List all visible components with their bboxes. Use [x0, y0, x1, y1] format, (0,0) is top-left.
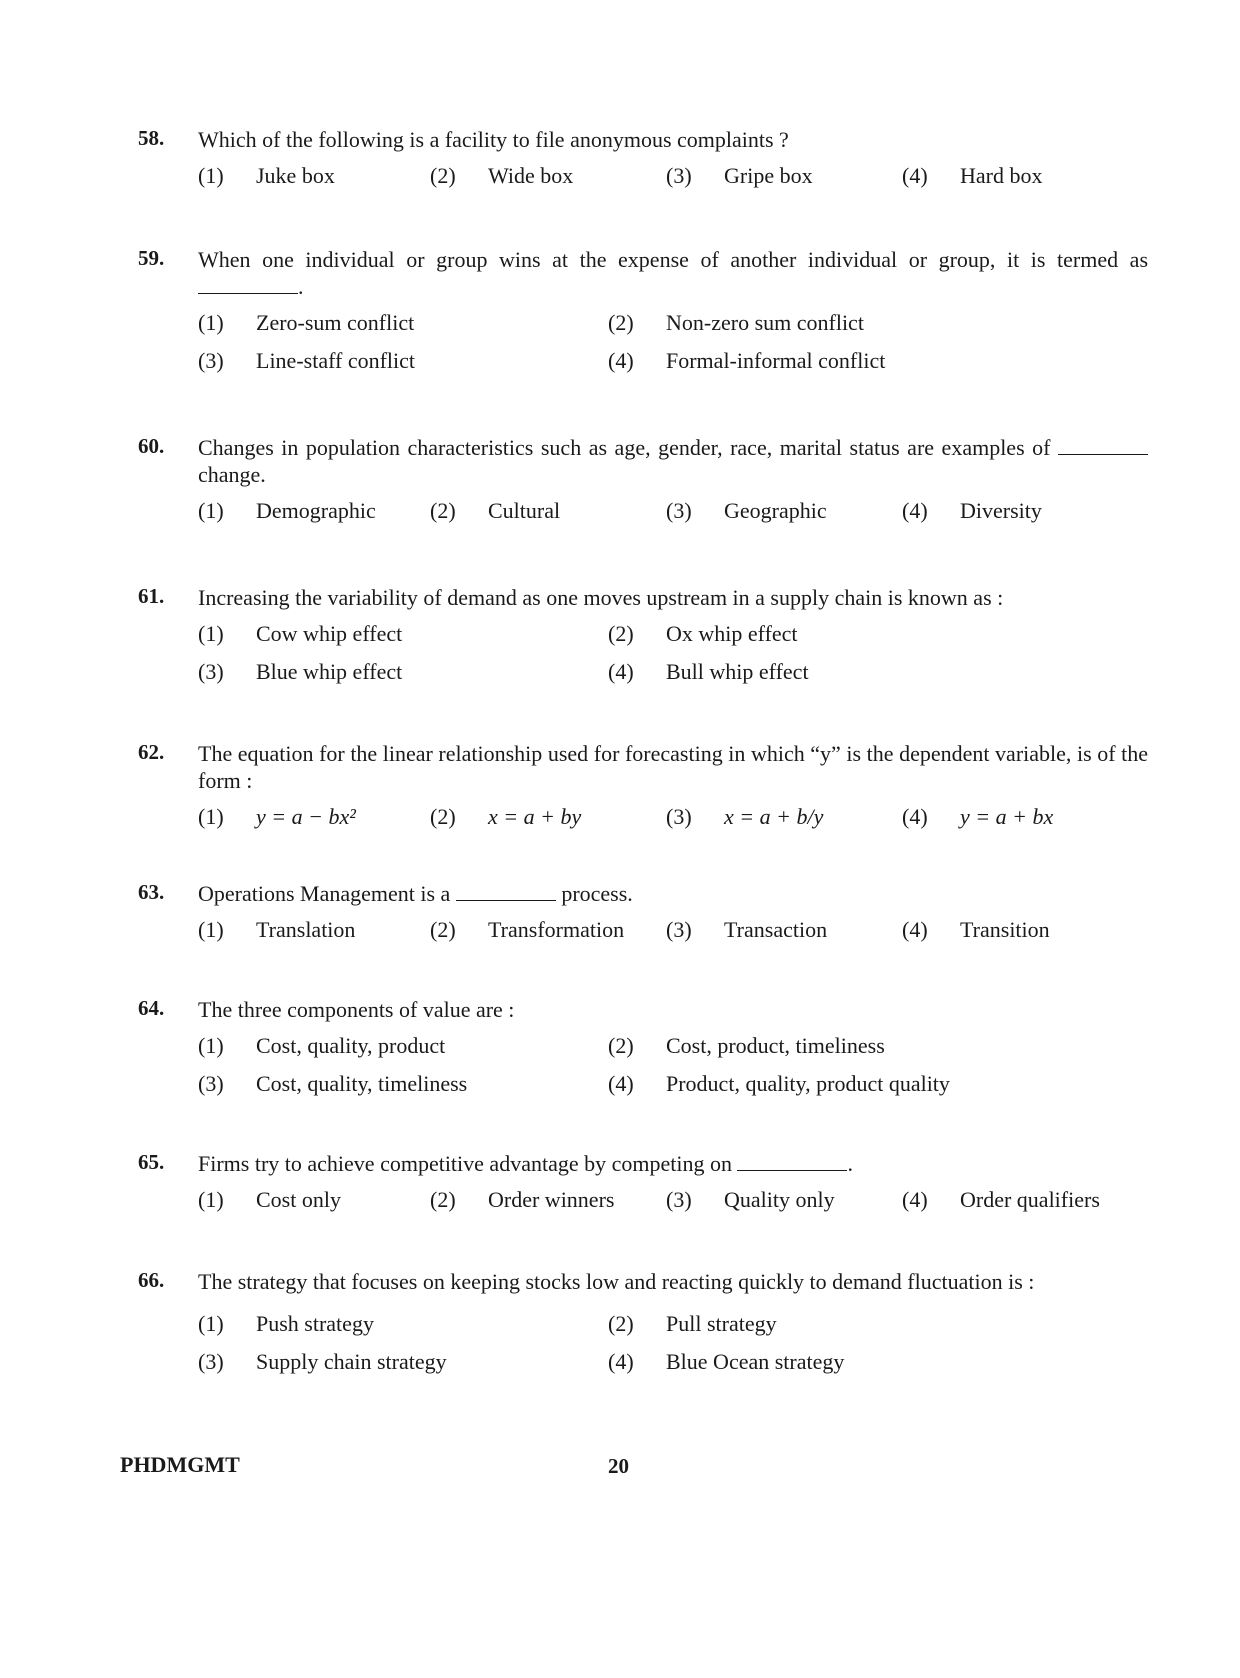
- option-2: (2) Ox whip effect: [608, 621, 798, 646]
- option-4: (4) Hard box: [902, 163, 1043, 188]
- option-3: (3) Geographic: [666, 498, 827, 523]
- question-number: 63.: [138, 880, 165, 904]
- option-1: (1) Demographic: [198, 498, 376, 523]
- question-59: [138, 246, 1148, 386]
- option-2: (2) Cost, product, timeliness: [608, 1033, 885, 1058]
- option-1: (1) Push strategy: [198, 1311, 374, 1336]
- option-1: (1) Translation: [198, 917, 356, 942]
- option-3: (3) Blue whip effect: [198, 659, 403, 684]
- question-60: [138, 434, 1148, 532]
- option-4: (4) Formal-informal conflict: [608, 348, 886, 373]
- question-text: When one individual or group wins at the expense of another individual or group, it is termed as .: [198, 247, 1148, 299]
- options: [198, 310, 1148, 386]
- question-text: Operations Management is a process.: [198, 881, 633, 906]
- option-3: (3) Supply chain strategy: [198, 1349, 447, 1374]
- question-text: Increasing the variability of demand as one moves upstream in a supply chain is known as :: [198, 585, 1004, 610]
- option-3: (3) x = a + b/y: [666, 804, 824, 829]
- option-1: (1) y = a − bx²: [198, 804, 356, 829]
- question-number: 58.: [138, 126, 165, 150]
- option-3: (3) Cost, quality, timeliness: [198, 1071, 468, 1096]
- question-number: 66.: [138, 1268, 165, 1292]
- option-2: (2) Transformation: [430, 917, 625, 942]
- answer-blank: [737, 1152, 847, 1171]
- option-3: (3) Gripe box: [666, 163, 813, 188]
- option-4: (4) Product, quality, product quality: [608, 1071, 950, 1096]
- question-number: 59.: [138, 246, 165, 270]
- answer-blank: [198, 275, 298, 294]
- question-text: The strategy that focuses on keeping stocks low and reacting quickly to demand fluctuation is :: [198, 1269, 1035, 1294]
- option-4: (4) Order qualifiers: [902, 1187, 1100, 1212]
- option-3: (3) Transaction: [666, 917, 828, 942]
- question-61: [138, 584, 1148, 697]
- options: [198, 917, 1148, 951]
- question-text: The three components of value are :: [198, 997, 515, 1022]
- option-1: (1) Cost only: [198, 1187, 341, 1212]
- question-text: The equation for the linear relationship used for forecasting in which “y” is the dependent variable, is of the form :: [198, 741, 1148, 793]
- options: [198, 1187, 1148, 1221]
- paper-code: PHDMGMT: [120, 1452, 240, 1477]
- answer-blank: [456, 882, 556, 901]
- option-2: (2) Wide box: [430, 163, 574, 188]
- answer-blank: [1058, 436, 1148, 455]
- option-2: (2) x = a + by: [430, 804, 582, 829]
- question-58: [138, 126, 1148, 197]
- option-1: (1) Juke box: [198, 163, 335, 188]
- question-number: 60.: [138, 434, 165, 458]
- option-1: (1) Cost, quality, product: [198, 1033, 446, 1058]
- question-number: 64.: [138, 996, 165, 1020]
- options: [198, 621, 1148, 697]
- option-3: (3) Line-staff conflict: [198, 348, 416, 373]
- options: [198, 1311, 1148, 1387]
- question-64: [138, 996, 1148, 1109]
- question-text: Firms try to achieve competitive advantage by competing on .: [198, 1151, 853, 1176]
- option-4: (4) Diversity: [902, 498, 1042, 523]
- option-2: (2) Cultural: [430, 498, 561, 523]
- question-66: [138, 1268, 1148, 1387]
- option-1: (1) Cow whip effect: [198, 621, 403, 646]
- option-4: (4) y = a + bx: [902, 804, 1054, 829]
- question-text: Which of the following is a facility to file anonymous complaints ?: [198, 127, 789, 152]
- question-62: [138, 740, 1148, 838]
- option-4: (4) Blue Ocean strategy: [608, 1349, 845, 1374]
- question-text: Changes in population characteristics such as age, gender, race, marital status are examples of change.: [198, 434, 1148, 488]
- options: [198, 1033, 1148, 1109]
- option-2: (2) Order winners: [430, 1187, 615, 1212]
- question-number: 62.: [138, 740, 165, 764]
- option-2: (2) Non-zero sum conflict: [608, 310, 864, 335]
- question-number: 65.: [138, 1150, 165, 1174]
- option-1: (1) Zero-sum conflict: [198, 310, 415, 335]
- options: [198, 804, 1148, 838]
- options: [198, 163, 1148, 197]
- question-65: [138, 1150, 1148, 1221]
- page-number: 20: [608, 1454, 629, 1478]
- options: [198, 498, 1148, 532]
- option-2: (2) Pull strategy: [608, 1311, 777, 1336]
- question-63: [138, 880, 1148, 951]
- option-3: (3) Quality only: [666, 1187, 835, 1212]
- option-4: (4) Bull whip effect: [608, 659, 809, 684]
- option-4: (4) Transition: [902, 917, 1050, 942]
- question-number: 61.: [138, 584, 165, 608]
